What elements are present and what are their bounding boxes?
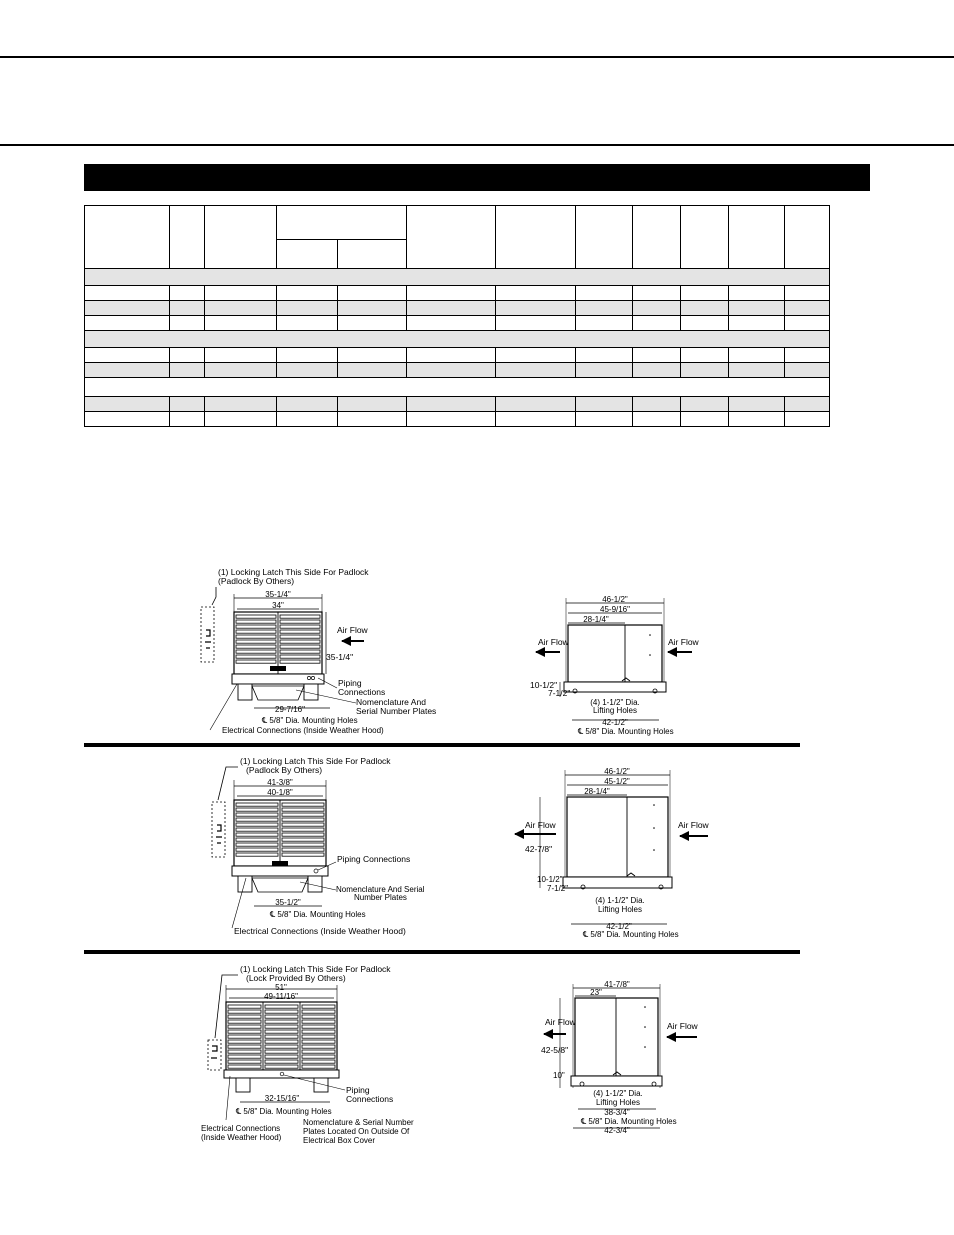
front-view-unit-3 [201,964,414,1145]
air-flow-label: Air Flow [545,1017,576,1027]
latch-note: (1) Locking Latch This Side For Padlock [218,567,369,577]
dimension-label: 42-3/4" [604,1126,630,1135]
air-flow-label: Air Flow [538,637,569,647]
nameplate-note: Nomenclature & Serial Number [303,1118,414,1127]
front-view-unit-1 [201,567,436,735]
air-flow-label: Air Flow [678,820,709,830]
lifting-note: Lifting Holes [595,1098,641,1107]
dimension-label: 45-1/2" [604,777,630,786]
dimension-label: 42-5/8" [541,1045,569,1055]
dimension-label: 28-1/4" [584,787,610,796]
lifting-note: Lifting Holes [592,706,638,715]
piping-note: Piping Connections [337,854,411,864]
latch-note: (1) Locking Latch This Side For Padlock [240,964,391,974]
front-view-unit-2 [212,756,425,936]
dimension-label: 40-1/8" [267,788,293,797]
dimension-label: 34" [272,601,284,610]
latch-note: (1) Locking Latch This Side For Padlock [240,756,391,766]
latch-note: (Padlock By Others) [218,576,295,586]
lifting-note: (4) 1-1/2" Dia. [593,1089,643,1098]
dimension-label: 29-7/16" [275,705,305,714]
piping-note: Piping [346,1085,370,1095]
piping-note: Connections [338,687,386,697]
dimension-label: 10-1/2" [530,680,558,690]
dimension-label: 35-1/4" [265,590,291,599]
dimension-label: 32-15/16" [264,1094,300,1103]
piping-note: Connections [346,1094,394,1104]
air-flow-label: Air Flow [525,820,556,830]
latch-detail [201,607,214,662]
dimension-label: 7-1/2" [548,688,571,698]
lifting-note: (4) 1-1/2" Dia. [595,896,645,905]
nameplate-note: Plates Located On Outside Of [303,1127,410,1136]
side-view-unit-2 [515,767,710,939]
dimension-label: 42-1/2" [606,922,632,931]
dimension-label: 42-7/8" [525,844,553,854]
nameplate-note: Electrical Box Cover [303,1136,376,1145]
dimension-label: 51" [275,983,287,992]
dimension-label: 23" [590,988,602,997]
lifting-note: (4) 1-1/2" Dia. [590,698,640,707]
latch-note: (Lock Provided By Others) [246,973,346,983]
electrical-note: Electrical Connections [201,1124,281,1133]
nameplate-note: Number Plates [354,893,407,902]
side-view-unit-1 [530,595,700,736]
mounting-note: ℄ 5/8" Dia. Mounting Holes [270,910,366,919]
electrical-note: (Inside Weather Hood) [201,1133,282,1142]
air-flow-label: Air Flow [667,1021,698,1031]
piping-note: Piping [338,678,362,688]
nameplate-note: Serial Number Plates [356,706,437,716]
dimension-label: 38-3/4" [604,1108,630,1117]
air-flow-label: Air Flow [668,637,699,647]
nameplate-note: Nomenclature And Serial [336,885,425,894]
dimension-label: 35-1/4" [326,652,354,662]
dimension-label: 35-1/2" [275,898,301,907]
dimension-label: 41-3/8" [267,778,293,787]
dimension-label: 10-1/2" [537,875,563,884]
dimension-label: 46-1/2" [604,767,630,776]
dimension-label: 28-1/4" [583,615,609,624]
mounting-note: ℄ 5/8" Dia. Mounting Holes [578,727,674,736]
dimension-label: 10" [553,1071,565,1080]
mounting-note: ℄ 5/8" Dia. Mounting Holes [581,1117,677,1126]
dimension-label: 45-9/16" [600,605,630,614]
dimension-label: 7-1/2" [547,884,569,893]
latch-note: (Padlock By Others) [246,765,323,775]
dimension-label: 46-1/2" [602,595,628,604]
dimension-label: 41-7/8" [604,980,630,989]
mounting-note: ℄ 5/8" Dia. Mounting Holes [583,930,679,939]
dimension-label: 42-1/2" [602,718,628,727]
mounting-note: ℄ 5/8" Dia. Mounting Holes [236,1107,332,1116]
electrical-note: Electrical Connections (Inside Weather Hood) [234,926,406,936]
lifting-note: Lifting Holes [597,905,643,914]
air-flow-label: Air Flow [337,625,368,635]
mounting-note: ℄ 5/8" Dia. Mounting Holes [262,716,358,725]
side-view-unit-3 [541,980,699,1135]
dimension-label: 49-11/16" [264,992,298,1001]
electrical-note: Electrical Connections (Inside Weather Hood) [222,726,384,735]
latch-detail [212,802,225,857]
nameplate-note: Nomenclature And [356,697,426,707]
latch-detail [208,1040,221,1070]
